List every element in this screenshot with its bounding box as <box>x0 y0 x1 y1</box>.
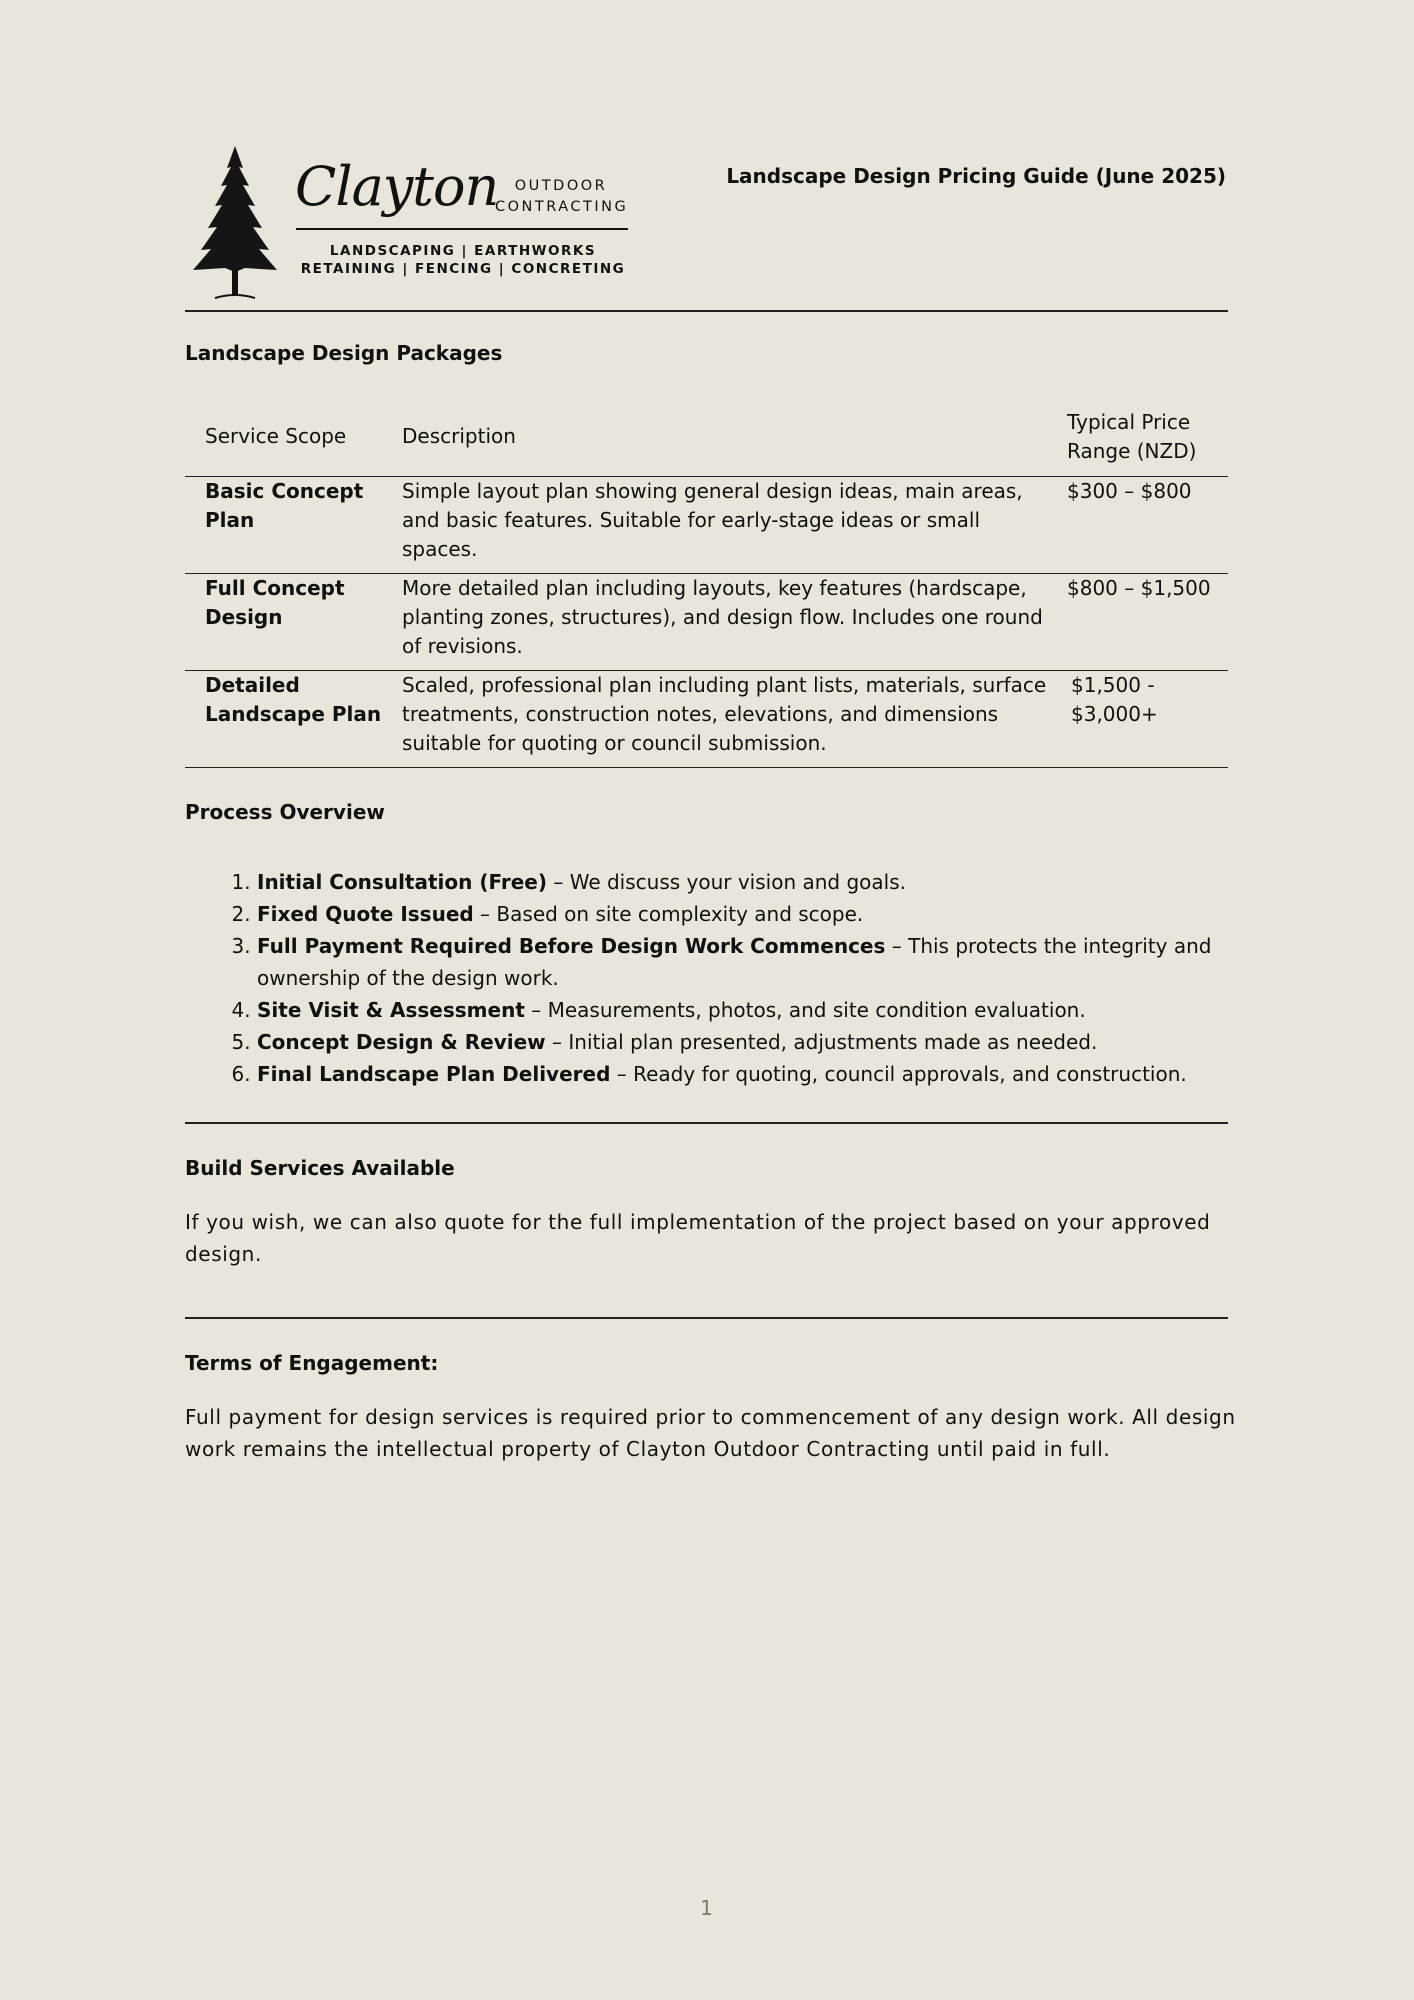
build-heading: Build Services Available <box>185 1156 455 1180</box>
column-header-description: Description <box>402 424 516 449</box>
terms-text: Full payment for design services is required prior to commencement of any design work. All design work remains the intellectual property of Clayton Outdoor Contracting until paid in full. <box>185 1405 1236 1461</box>
process-heading: Process Overview <box>185 800 385 824</box>
process-steps-list <box>185 866 1267 1090</box>
list-item: 4. Site Visit & Assessment – Measurements, photos, and site condition evaluation. <box>257 994 1267 1026</box>
table-header-row <box>185 398 1228 476</box>
logo-divider <box>296 228 628 230</box>
row-scope: Full Concept Design <box>205 575 345 629</box>
column-header-scope: Service Scope <box>205 424 347 449</box>
table-row <box>185 573 1228 670</box>
header-divider <box>185 310 1228 312</box>
logo-subtitle: OUTDOOR CONTRACTING <box>495 178 629 215</box>
list-item: 1. Initial Consultation (Free) – We discuss your vision and goals. <box>257 866 1267 898</box>
table-row <box>185 476 1228 573</box>
row-price: $1,500 - $3,000+ <box>1071 672 1158 726</box>
logo-tagline: LANDSCAPING | EARTHWORKS RETAINING | FENCING | CONCRETING <box>300 243 626 277</box>
company-logo <box>185 142 635 302</box>
packages-table <box>185 398 1228 768</box>
column-header-price: Typical Price Range (NZD) <box>1067 409 1197 463</box>
build-text: If you wish, we can also quote for the full implementation of the project based on your approved design. <box>185 1210 1211 1266</box>
section-divider <box>185 1317 1228 1319</box>
row-description: Scaled, professional plan including plant lists, materials, surface treatments, construction notes, elevations, and dimensions suitable for quoting or council submission. <box>402 672 1047 755</box>
list-item: 5. Concept Design & Review – Initial plan presented, adjustments made as needed. <box>257 1026 1267 1058</box>
section-divider <box>185 1122 1228 1124</box>
packages-heading: Landscape Design Packages <box>185 341 503 365</box>
row-scope: Detailed Landscape Plan <box>205 672 382 726</box>
table-row <box>185 670 1228 767</box>
row-description: More detailed plan including layouts, key features (hardscape, planting zones, structures), and design flow. Includes one round of revisions. <box>402 575 1043 658</box>
document-title: Landscape Design Pricing Guide (June 2025) <box>726 164 1226 188</box>
page-number: 1 <box>700 1896 713 1920</box>
row-price: $300 – $800 <box>1067 478 1192 503</box>
logo-wordmark: Clayton <box>295 155 499 218</box>
list-item: 6. Final Landscape Plan Delivered – Ready for quoting, council approvals, and construction. <box>257 1058 1267 1090</box>
row-price: $800 – $1,500 <box>1067 575 1211 600</box>
list-item: 2. Fixed Quote Issued – Based on site complexity and scope. <box>257 898 1267 930</box>
row-scope: Basic Concept Plan <box>205 478 364 532</box>
pine-tree-icon <box>185 142 285 302</box>
terms-heading: Terms of Engagement: <box>185 1351 439 1375</box>
row-description: Simple layout plan showing general design ideas, main areas, and basic features. Suitable for early-stage ideas or small spaces. <box>402 478 1023 561</box>
list-item: 3. Full Payment Required Before Design Work Commences – This protects the integrity and ownership of the design work. <box>257 930 1267 994</box>
